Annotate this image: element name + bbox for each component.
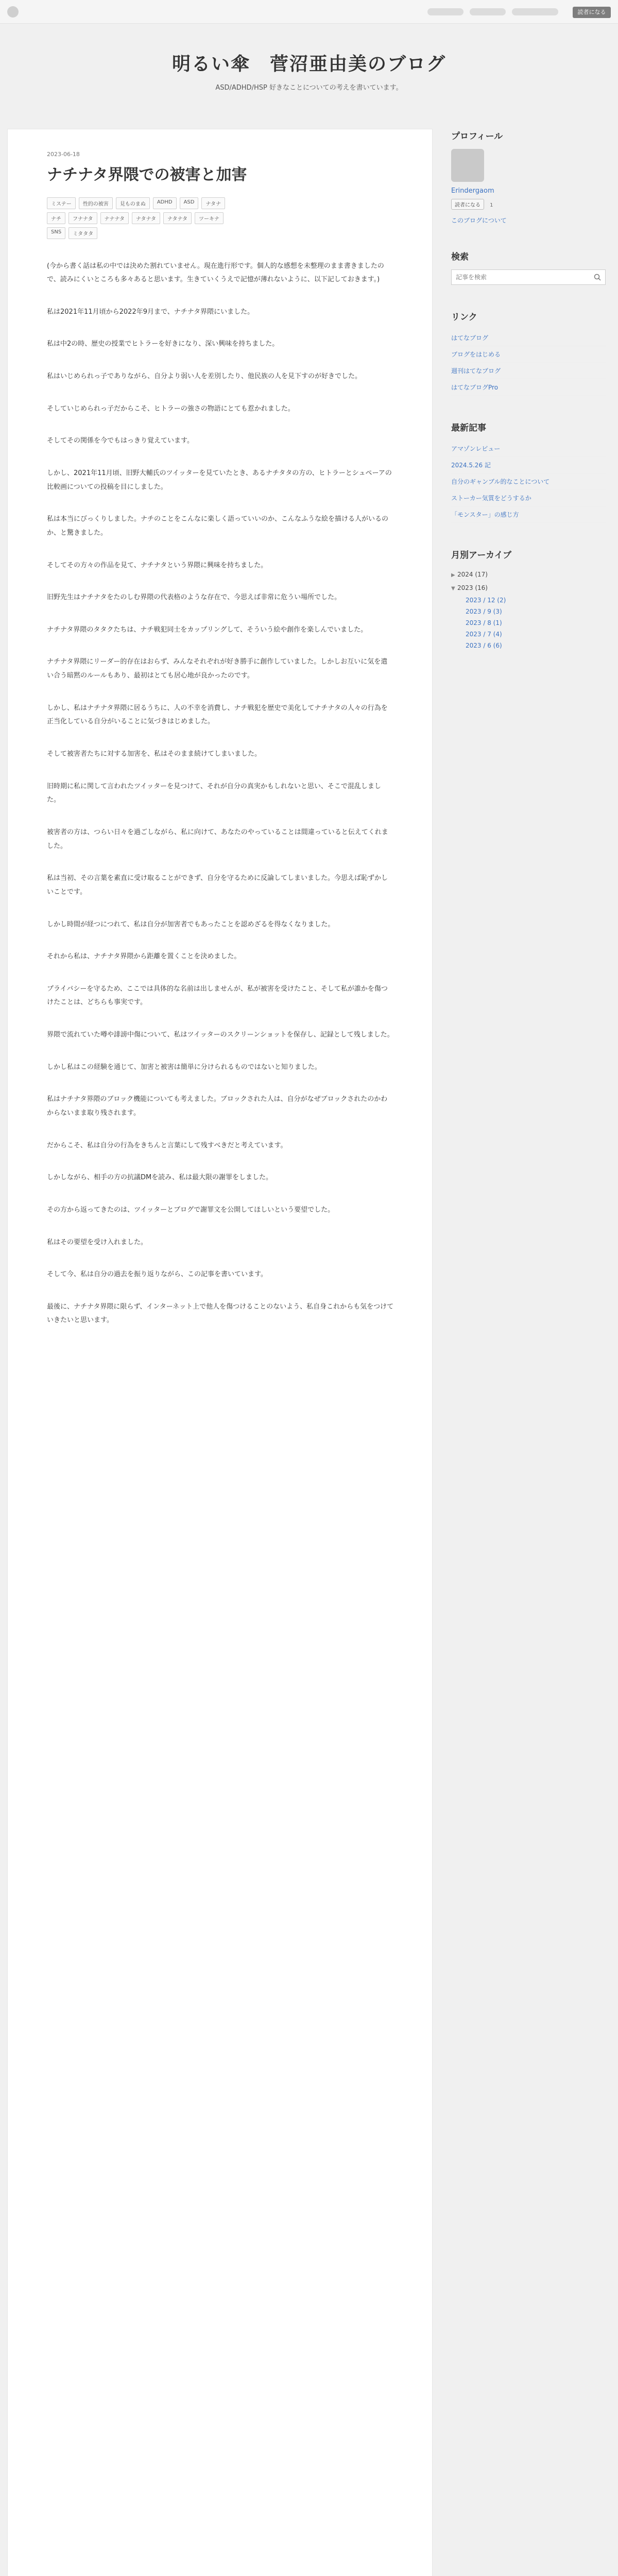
article-tag[interactable]: 性的の被害 <box>79 197 113 209</box>
recent-entry-link[interactable]: 2024.5.26 記 <box>451 457 606 473</box>
archive-year-label: 2024 (17) <box>457 571 488 578</box>
article-paragraph: 私は当初、その言葉を素直に受け取ることができず、自分を守るために反論してしまいました。今思えば恥ずかしいことです。 <box>47 874 388 896</box>
article-tag[interactable]: フナナタ <box>68 212 97 224</box>
article-date[interactable]: 2023-06-18 <box>47 151 80 158</box>
article-paragraph: 私は本当にびっくりしました。ナチのことをこんなに楽しく語っていいのか、こんなふうな絵を描ける人がいるのか、と驚きました。 <box>47 515 389 537</box>
recent-section <box>451 420 606 523</box>
article-paragraph: そしてその関係を今でもはっきり覚えています。 <box>47 437 194 445</box>
archive-section <box>451 548 606 651</box>
article-paragraph: 最後に、ナチナタ界隈に限らず、インターネット上で他人を傷つけることのないよう、私自身これからも気をつけていきたいと思います。 <box>47 1302 394 1325</box>
sidebar-link[interactable]: ブログをはじめる <box>451 346 606 363</box>
article-tag[interactable]: ナナナタ <box>100 212 129 224</box>
article-tag[interactable]: ナタナ <box>201 197 225 209</box>
recent-entry-link[interactable]: アマゾンレビュー <box>451 440 606 457</box>
article-paragraph: 旧時期に私に関して言われたツイッターを見つけて、それが自分の真実かもしれないと思い、そこで混乱しました。 <box>47 782 381 804</box>
recent-entry-link[interactable]: 「モンスター」の感じ方 <box>451 506 606 523</box>
archive-year[interactable] <box>451 581 606 595</box>
article-paragraph: しかし、2021年11月頃、旧野大輔氏のツイッターを見ていたとき、あるナチタタの方の、ヒトラーとシュペーアの比較画についての投稿を目にしました。 <box>47 469 392 491</box>
article-paragraph: 私は2021年11月頃から2022年9月まで、ナチナタ界隈にいました。 <box>47 308 254 316</box>
sidebar <box>451 129 606 676</box>
article-paragraph: しかし時間が経つにつれて、私は自分が加害者でもあったことを認めざるを得なくなりました。 <box>47 920 335 928</box>
article-tag[interactable]: SNS <box>47 227 65 239</box>
article-paragraph: ナチナタ界隈にリーダー的存在はおらず、みんなそれぞれが好き勝手に創作していました。しかしお互いに気を遣い合う暗黙のルールもあり、最初はとても居心地が良かったのです。 <box>47 658 388 680</box>
profile-heading: プロフィール <box>451 131 503 142</box>
archive-month[interactable]: 2023 / 9 (3) <box>466 608 502 615</box>
article-title[interactable]: ナチナタ界隈での被害と加害 <box>47 166 247 184</box>
article-paragraph: だからこそ、私は自分の行為をきちんと言葉にして残すべきだと考えています。 <box>47 1141 287 1149</box>
article-tag[interactable]: ツーキナ <box>195 212 224 224</box>
article-paragraph: そして被害者たちに対する加害を、私はそのまま続けてしまいました。 <box>47 750 262 758</box>
recent-list <box>451 440 606 523</box>
header-nav-pill[interactable] <box>427 8 464 15</box>
profile-name[interactable]: Erindergaom <box>451 187 494 195</box>
header-nav-pill[interactable] <box>470 8 506 15</box>
article-paragraph: ナチナタ界隈のタタクたちは、ナチ戦犯同士をカップリングして、そういう絵や創作を楽しんでいました。 <box>47 625 368 634</box>
article-body <box>47 260 394 1328</box>
article-paragraph: 旧野先生はナチナタをたのしむ界隈の代表格のような存在で、今思えば非常に危うい場所でした。 <box>47 594 341 602</box>
article-paragraph: それから私は、ナチナタ界隈から距離を置くことを決めました。 <box>47 953 241 961</box>
article-card <box>7 129 433 2576</box>
blog-description: ASD/ADHD/HSP 好きなことについての考えを書いています。 <box>215 84 403 92</box>
avatar[interactable] <box>451 149 484 182</box>
article-tag[interactable]: 見ものまぬ <box>116 197 150 209</box>
recent-entry-link[interactable]: ストーカー気質をどうするか <box>451 490 606 506</box>
archive-year[interactable] <box>451 568 606 581</box>
article-paragraph: 被害者の方は、つらい日々を過ごしながら、私に向けて、あなたのやっていることは間違っていると伝えてくれました。 <box>47 828 388 850</box>
about-blog-link[interactable]: このブログについて <box>451 217 507 224</box>
blog-title[interactable]: 明るい傘 菅沼亜由美のブログ <box>171 53 446 75</box>
archive-heading: 月別アーカイブ <box>451 550 512 561</box>
archive-month[interactable]: 2023 / 6 (6) <box>466 642 502 649</box>
subscribe-button[interactable]: 読者になる <box>573 7 611 18</box>
profile-section <box>451 129 606 225</box>
links-heading: リンク <box>451 312 477 323</box>
article-paragraph: しかしながら、相手の方の抗議DMを読み、私は最大限の謝罪をしました。 <box>47 1174 273 1182</box>
article-paragraph: そしてその方々の作品を見て、ナチナタという界隈に興味を持ちました。 <box>47 561 268 569</box>
article-tag[interactable]: ナタナタ <box>163 212 192 224</box>
article-tag[interactable]: ミタタタ <box>68 227 97 239</box>
chevron-down-icon[interactable]: ▼ <box>451 586 455 591</box>
search-icon[interactable] <box>590 270 605 284</box>
article-paragraph: 界隈で流れていた噂や誹謗中傷について、私はツイッターのスクリーンショットを保存し、記録として残しました。 <box>47 1031 394 1039</box>
archive-month[interactable]: 2023 / 12 (2) <box>466 597 506 604</box>
article-tag[interactable]: ミステー <box>47 197 76 209</box>
chevron-right-icon[interactable]: ▶ <box>451 572 455 578</box>
sidebar-link[interactable]: はてなブログPro <box>451 379 606 396</box>
article-tags <box>47 197 243 239</box>
header-nav-pill[interactable] <box>512 8 558 15</box>
archive-month[interactable]: 2023 / 8 (1) <box>466 619 502 626</box>
search-section <box>451 249 606 285</box>
sidebar-link[interactable]: 週刊はてなブログ <box>451 363 606 379</box>
article-paragraph: プライバシーを守るため、ここでは具体的な名前は出しませんが、私が被害を受けたこと、そして私が誰かを傷つけたことは、どちらも事実です。 <box>47 985 388 1007</box>
article-paragraph: 私はいじめられっ子でありながら、自分より弱い人を差別したり、他民族の人を見下すのが好きでした。 <box>47 372 362 381</box>
article-paragraph: 私は中2の時、歴史の授業でヒトラーを好きになり、深い興味を持ちました。 <box>47 340 279 348</box>
article-paragraph: その方から返ってきたのは、ツイッターとブログで謝罪文を公開してほしいという要望でした。 <box>47 1206 335 1214</box>
reader-count: 1 <box>490 202 493 208</box>
sidebar-link[interactable]: はてなブログ <box>451 330 606 346</box>
article-paragraph: 私はナチナタ界隈のブロック機能についても考えました。ブロックされた人は、自分がなぜブロックされたのかわからないまま取り残されます。 <box>47 1095 388 1117</box>
article-paragraph: 私はその要望を受け入れました。 <box>47 1238 148 1246</box>
article-tag[interactable]: ASD <box>180 197 199 209</box>
archive-year-label: 2023 (16) <box>457 584 488 591</box>
article-tag[interactable]: ナタナタ <box>132 212 160 224</box>
article-paragraph: しかし、私はナチナタ界隈に居るうちに、人の不幸を消費し、ナチ戦犯を歴史で美化してナチナタの人々の行為を正当化している自分がいることに気づきはじめました。 <box>47 704 388 726</box>
article-paragraph: しかし私はこの経験を通じて、加害と被害は簡単に分けられるものではないと知りました。 <box>47 1063 321 1071</box>
article-paragraph: (今から書く話は私の中では決めた割れていません。現在進行形です。個人的な感想を未整理のまま書きましたので、読みにくいところも多々あると思います。生きていくうえで記憶が薄れないように、以下記しておきます。) <box>47 262 384 284</box>
archive-month[interactable]: 2023 / 7 (4) <box>466 631 502 638</box>
article-tag[interactable]: ナチ <box>47 212 65 224</box>
recent-entry-link[interactable]: 自分のギャンブル的なことについて <box>451 473 606 490</box>
global-header <box>0 0 618 24</box>
article-paragraph: そして今、私は自分の過去を振り返りながら、この記事を書いています。 <box>47 1270 267 1279</box>
article-paragraph: そしていじめられっ子だからこそ、ヒトラーの強さの物語にとても惹かれました。 <box>47 404 295 413</box>
recent-heading: 最新記事 <box>451 423 486 433</box>
hatena-logo-icon[interactable] <box>7 6 19 18</box>
reader-button[interactable]: 読者になる <box>451 199 484 210</box>
blog-header <box>0 49 618 92</box>
archive-list <box>451 568 606 651</box>
search-heading: 検索 <box>451 252 469 262</box>
links-list <box>451 330 606 396</box>
search-input[interactable] <box>452 270 590 284</box>
search-box <box>451 269 606 285</box>
article-tag[interactable]: ADHD <box>153 197 177 209</box>
links-section <box>451 310 606 396</box>
